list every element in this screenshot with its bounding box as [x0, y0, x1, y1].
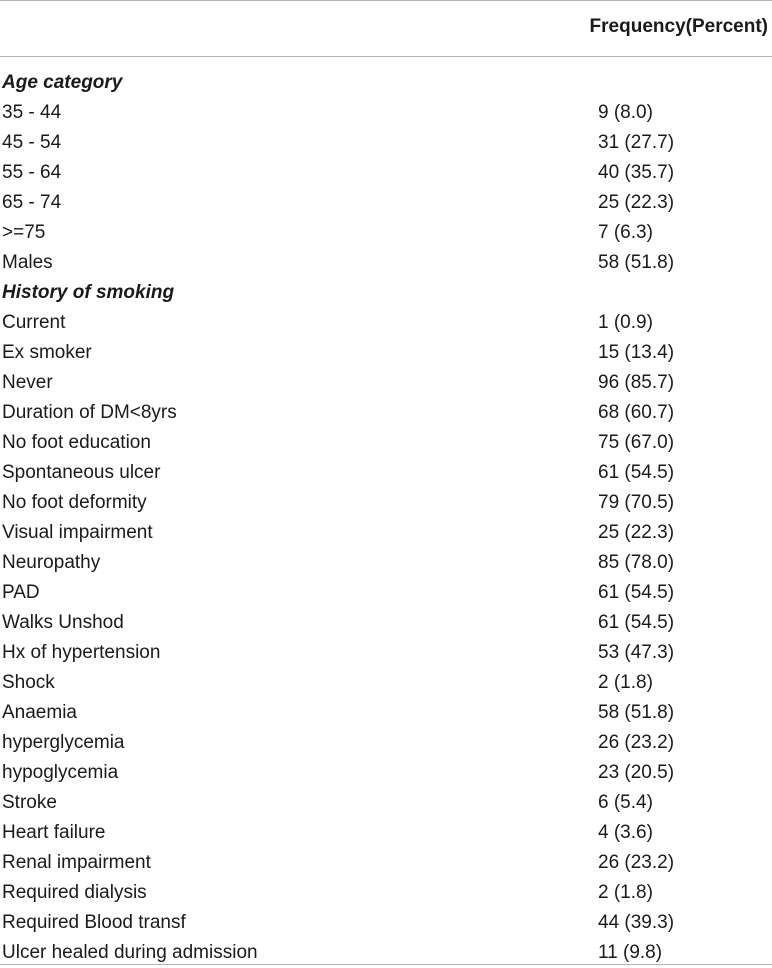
row-label: Required dialysis: [2, 882, 147, 903]
row-label: No foot education: [2, 432, 151, 453]
row-label: Ex smoker: [2, 342, 92, 363]
row-label: Anaemia: [2, 702, 77, 723]
row-label: 65 - 74: [2, 192, 62, 213]
row-frequency-value: 58 (51.8): [598, 702, 675, 723]
row-frequency-value: 44 (39.3): [598, 912, 675, 933]
table-row: [0, 818, 772, 848]
row-frequency-value: 25 (22.3): [598, 192, 675, 213]
table-row: [0, 368, 772, 398]
row-label: hypoglycemia: [2, 762, 119, 783]
row-label: Never: [2, 372, 53, 393]
row-label: Males: [2, 252, 53, 273]
table-header: [0, 0, 772, 56]
row-label: Walks Unshod: [2, 612, 124, 633]
row-label: Spontaneous ulcer: [2, 462, 161, 483]
header-divider: [0, 56, 772, 57]
category-heading-row: [0, 278, 772, 308]
row-frequency-value: 2 (1.8): [598, 882, 653, 903]
table-row: [0, 728, 772, 758]
row-frequency-value: 11 (9.8): [598, 942, 663, 963]
row-frequency-value: 40 (35.7): [598, 162, 675, 183]
row-frequency-value: 23 (20.5): [598, 762, 675, 783]
row-label: Visual impairment: [2, 522, 153, 543]
row-label: Heart failure: [2, 822, 106, 843]
row-label: Shock: [2, 672, 55, 693]
row-frequency-value: 9 (8.0): [598, 102, 653, 123]
row-frequency-value: 68 (60.7): [598, 402, 675, 423]
row-label: Hx of hypertension: [2, 642, 161, 663]
row-frequency-value: 61 (54.5): [598, 582, 675, 603]
row-frequency-value: 75 (67.0): [598, 432, 675, 453]
table-row: [0, 338, 772, 368]
row-frequency-value: 26 (23.2): [598, 732, 675, 753]
row-label: Stroke: [2, 792, 57, 813]
table-row: [0, 188, 772, 218]
row-frequency-value: 31 (27.7): [598, 132, 675, 153]
table-row: [0, 128, 772, 158]
table-row: [0, 218, 772, 248]
row-label: 45 - 54: [2, 132, 62, 153]
table-row: [0, 758, 772, 788]
category-heading-row: [0, 68, 772, 98]
table-row: [0, 668, 772, 698]
table-row: [0, 608, 772, 638]
row-label: PAD: [2, 582, 40, 603]
row-frequency-value: 6 (5.4): [598, 792, 653, 813]
table-row: [0, 548, 772, 578]
table-row: [0, 458, 772, 488]
table-row: [0, 698, 772, 728]
row-frequency-value: 2 (1.8): [598, 672, 653, 693]
row-label: Required Blood transf: [2, 912, 186, 933]
table-row: [0, 98, 772, 128]
row-label: Ulcer healed during admission: [2, 942, 258, 963]
row-frequency-value: 1 (0.9): [598, 312, 653, 333]
row-frequency-value: 7 (6.3): [598, 222, 653, 243]
row-frequency-value: 53 (47.3): [598, 642, 675, 663]
row-frequency-value: 58 (51.8): [598, 252, 675, 273]
category-label: History of smoking: [2, 282, 175, 303]
table-row: [0, 638, 772, 668]
category-label: Age category: [2, 72, 123, 93]
frequency-column-header: Frequency(Percent): [589, 16, 768, 37]
row-label: No foot deformity: [2, 492, 147, 513]
table-row: [0, 848, 772, 878]
row-label: hyperglycemia: [2, 732, 125, 753]
row-label: Duration of DM<8yrs: [2, 402, 177, 423]
row-frequency-value: 85 (78.0): [598, 552, 675, 573]
row-frequency-value: 61 (54.5): [598, 462, 675, 483]
row-frequency-value: 4 (3.6): [598, 822, 653, 843]
table-row: [0, 878, 772, 908]
row-frequency-value: 26 (23.2): [598, 852, 675, 873]
table-row: [0, 428, 772, 458]
table-row: [0, 518, 772, 548]
table-row: [0, 158, 772, 188]
row-frequency-value: 25 (22.3): [598, 522, 675, 543]
table-row: [0, 488, 772, 518]
table-row: [0, 788, 772, 818]
row-frequency-value: 61 (54.5): [598, 612, 675, 633]
row-label: Neuropathy: [2, 552, 101, 573]
row-label: 55 - 64: [2, 162, 62, 183]
table-row: [0, 578, 772, 608]
row-label: >=75: [2, 222, 46, 243]
row-frequency-value: 79 (70.5): [598, 492, 675, 513]
row-label: Renal impairment: [2, 852, 151, 873]
table-body: [0, 68, 772, 968]
row-frequency-value: 15 (13.4): [598, 342, 675, 363]
table-row: [0, 308, 772, 338]
row-frequency-value: 96 (85.7): [598, 372, 675, 393]
table-row: [0, 248, 772, 278]
row-label: Current: [2, 312, 66, 333]
table-row: [0, 398, 772, 428]
table-row: [0, 908, 772, 938]
row-label: 35 - 44: [2, 102, 62, 123]
